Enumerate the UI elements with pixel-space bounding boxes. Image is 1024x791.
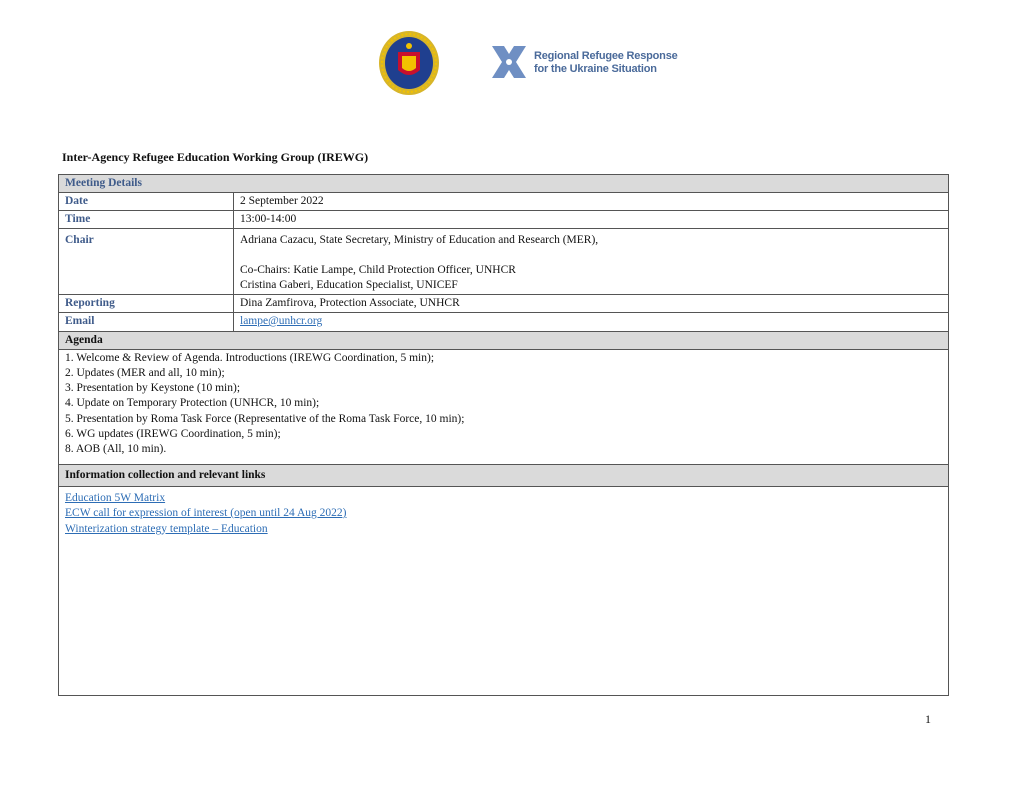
agenda-item: 5. Presentation by Roma Task Force (Representative of the Roma Task Force, 10 min); xyxy=(65,412,465,425)
rrr-x-icon xyxy=(488,40,530,84)
chair-label: Chair xyxy=(59,229,234,295)
agenda-item: 4. Update on Temporary Protection (UNHCR, 10 min); xyxy=(65,397,320,410)
moldova-seal-icon xyxy=(378,30,440,96)
agenda-list xyxy=(59,349,949,464)
time-value: 13:00-14:00 xyxy=(234,211,949,229)
info-links-list xyxy=(59,486,949,695)
agenda-item: 8. AOB (All, 10 min). xyxy=(65,443,167,456)
header-logos xyxy=(378,30,678,100)
agenda-item: 6. WG updates (IREWG Coordination, 5 min); xyxy=(65,427,281,440)
meeting-details-table xyxy=(58,174,949,696)
agenda-item: 1. Welcome & Review of Agenda. Introductions (IREWG Coordination, 5 min); xyxy=(65,351,435,364)
info-links-header: Information collection and relevant links xyxy=(59,464,949,486)
agenda-item: 2. Updates (MER and all, 10 min); xyxy=(65,366,225,379)
email-cell xyxy=(234,313,949,332)
rrr-line-2: for the Ukraine Situation xyxy=(534,63,657,75)
time-label: Time xyxy=(59,211,234,229)
meeting-details-header: Meeting Details xyxy=(59,175,949,193)
agenda-item: 3. Presentation by Keystone (10 min); xyxy=(65,382,241,395)
link-education-5w-matrix[interactable]: Education 5W Matrix xyxy=(65,491,166,504)
date-value: 2 September 2022 xyxy=(234,193,949,211)
chair-line: Adriana Cazacu, State Secretary, Ministry of Education and Research (MER), xyxy=(240,234,599,246)
email-link[interactable]: lampe@unhcr.org xyxy=(240,315,323,327)
chair-value xyxy=(234,229,949,295)
co-chair-line: Cristina Gaberi, Education Specialist, UNICEF xyxy=(240,279,458,291)
agenda-header: Agenda xyxy=(59,331,949,349)
co-chair-line: Co-Chairs: Katie Lampe, Child Protection Officer, UNHCR xyxy=(240,264,516,276)
reporting-label: Reporting xyxy=(59,295,234,313)
regional-refugee-response-logo xyxy=(488,40,678,84)
link-ecw-call[interactable]: ECW call for expression of interest (open until 24 Aug 2022) xyxy=(65,507,347,519)
page-number: 1 xyxy=(925,712,931,726)
link-winterization-template[interactable]: Winterization strategy template – Education xyxy=(65,522,268,535)
rrr-line-1: Regional Refugee Response xyxy=(534,50,678,62)
date-label: Date xyxy=(59,193,234,211)
email-label: Email xyxy=(59,313,234,332)
document-title: Inter-Agency Refugee Education Working Group (IREWG) xyxy=(62,150,369,164)
reporting-value: Dina Zamfirova, Protection Associate, UNHCR xyxy=(234,295,949,313)
